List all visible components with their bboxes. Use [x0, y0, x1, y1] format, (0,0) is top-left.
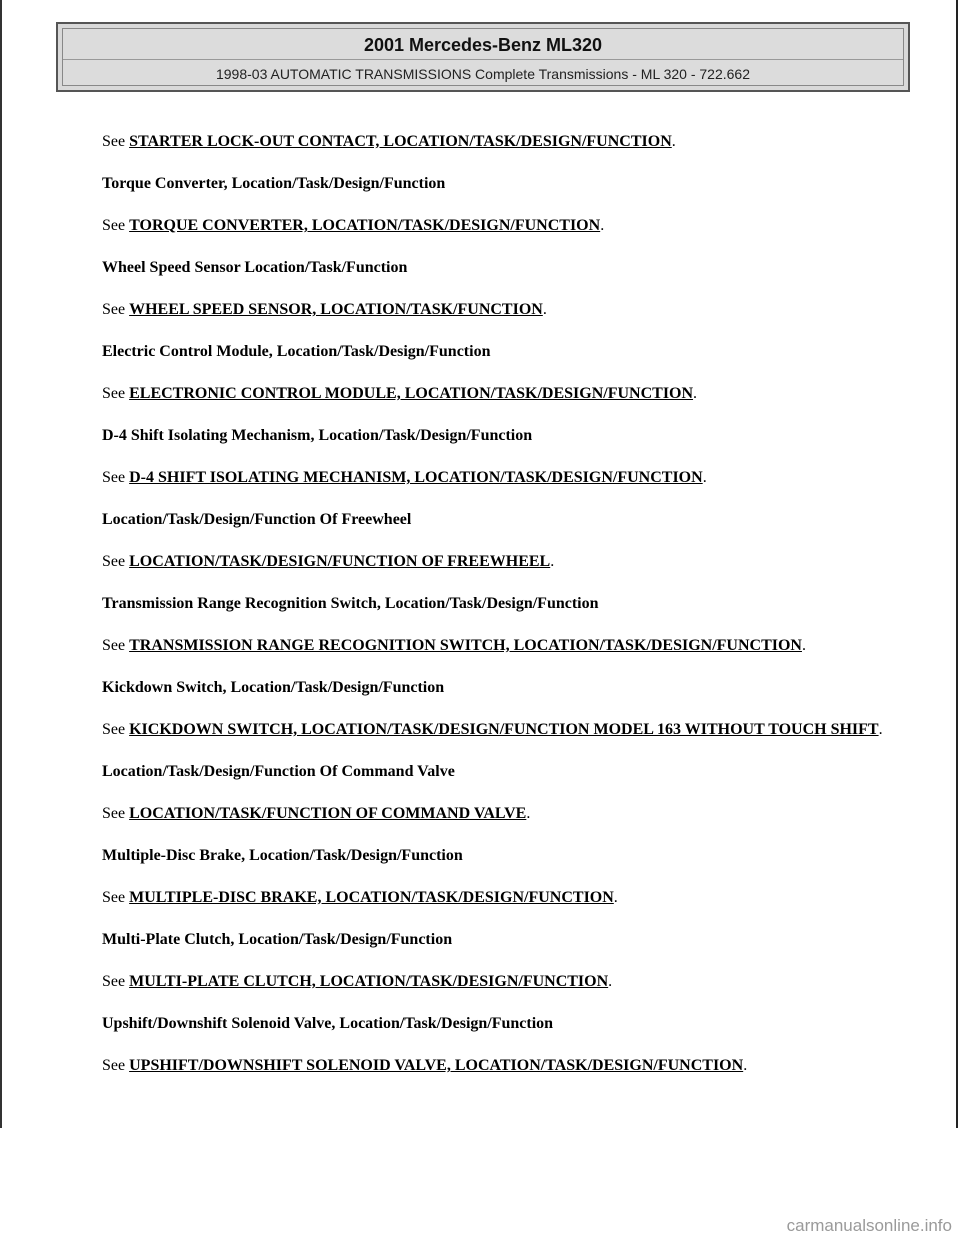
paragraph-spacer	[102, 152, 902, 174]
see-reference	[102, 132, 902, 152]
section-heading: Multiple-Disc Brake, Location/Task/Design/Function	[102, 847, 463, 864]
reference-link[interactable]: KICKDOWN SWITCH, LOCATION/TASK/DESIGN/FUNCTION MODEL 163 WITHOUT TOUCH SHIFT	[129, 721, 879, 738]
section-heading: Multi-Plate Clutch, Location/Task/Design/Function	[102, 931, 453, 948]
header-title: 2001 Mercedes-Benz ML320	[363, 35, 603, 55]
section-heading: Location/Task/Design/Function Of Command Valve	[102, 763, 455, 780]
see-reference	[102, 888, 902, 908]
section-heading: D-4 Shift Isolating Mechanism, Location/Task/Design/Function	[102, 427, 533, 444]
see-reference	[102, 300, 902, 320]
section-heading: Kickdown Switch, Location/Task/Design/Function	[102, 679, 445, 696]
see-prefix: See	[102, 637, 126, 654]
document-body	[102, 132, 902, 1076]
see-reference	[102, 804, 902, 824]
paragraph-spacer	[102, 698, 902, 720]
see-reference	[102, 720, 902, 740]
section-heading: Torque Converter, Location/Task/Design/Function	[102, 175, 446, 192]
paragraph-spacer	[102, 530, 902, 552]
see-reference	[102, 384, 902, 404]
header-divider	[63, 59, 903, 60]
paragraph-spacer	[102, 866, 902, 888]
reference-link[interactable]: LOCATION/TASK/DESIGN/FUNCTION OF FREEWHEEL	[129, 553, 551, 570]
reference-period: .	[600, 217, 605, 234]
reference-period: .	[608, 973, 613, 990]
paragraph-spacer	[102, 614, 902, 636]
reference-period: .	[550, 553, 555, 570]
paragraph-spacer	[102, 572, 902, 594]
section-heading: Transmission Range Recognition Switch, Location/Task/Design/Function	[102, 595, 599, 612]
paragraph-spacer	[102, 404, 902, 426]
reference-period: .	[878, 721, 883, 738]
paragraph-spacer	[102, 488, 902, 510]
reference-period: .	[542, 301, 547, 318]
paragraph-spacer	[102, 1034, 902, 1056]
paragraph-spacer	[102, 278, 902, 300]
paragraph-spacer	[102, 656, 902, 678]
reference-link[interactable]: D-4 SHIFT ISOLATING MECHANISM, LOCATION/TASK/DESIGN/FUNCTION	[129, 469, 703, 486]
see-reference	[102, 1056, 902, 1076]
paragraph-spacer	[102, 362, 902, 384]
reference-period: .	[671, 133, 676, 150]
reference-link[interactable]: UPSHIFT/DOWNSHIFT SOLENOID VALVE, LOCATION/TASK/DESIGN/FUNCTION	[129, 1057, 744, 1074]
paragraph-spacer	[102, 194, 902, 216]
reference-period: .	[743, 1057, 748, 1074]
reference-period: .	[702, 469, 707, 486]
reference-link[interactable]: MULTI-PLATE CLUTCH, LOCATION/TASK/DESIGN/FUNCTION	[129, 973, 609, 990]
paragraph-spacer	[102, 446, 902, 468]
paragraph-spacer	[102, 236, 902, 258]
reference-link[interactable]: TORQUE CONVERTER, LOCATION/TASK/DESIGN/FUNCTION	[129, 217, 601, 234]
reference-link[interactable]: LOCATION/TASK/FUNCTION OF COMMAND VALVE	[129, 805, 527, 822]
section-heading: Location/Task/Design/Function Of Freewheel	[102, 511, 412, 528]
see-prefix: See	[102, 385, 126, 402]
see-prefix: See	[102, 469, 126, 486]
section-heading: Wheel Speed Sensor Location/Task/Function	[102, 259, 408, 276]
document-header	[56, 22, 910, 92]
header-inner-box	[62, 28, 904, 86]
paragraph-spacer	[102, 992, 902, 1014]
reference-period: .	[526, 805, 531, 822]
paragraph-spacer	[102, 950, 902, 972]
see-prefix: See	[102, 553, 126, 570]
paragraph-spacer	[102, 908, 902, 930]
see-prefix: See	[102, 217, 126, 234]
see-prefix: See	[102, 1057, 126, 1074]
see-reference	[102, 468, 902, 488]
paragraph-spacer	[102, 740, 902, 762]
see-reference	[102, 216, 902, 236]
reference-link[interactable]: TRANSMISSION RANGE RECOGNITION SWITCH, LOCATION/TASK/DESIGN/FUNCTION	[129, 637, 802, 654]
see-prefix: See	[102, 301, 126, 318]
paragraph-spacer	[102, 320, 902, 342]
see-reference	[102, 552, 902, 572]
reference-link[interactable]: MULTIPLE-DISC BRAKE, LOCATION/TASK/DESIGN/FUNCTION	[129, 889, 614, 906]
reference-period: .	[613, 889, 618, 906]
see-reference	[102, 636, 902, 656]
reference-period: .	[801, 637, 806, 654]
see-prefix: See	[102, 889, 126, 906]
entry-list	[102, 152, 902, 1076]
reference-link[interactable]: STARTER LOCK-OUT CONTACT, LOCATION/TASK/DESIGN/FUNCTION	[129, 133, 672, 150]
see-reference	[102, 972, 902, 992]
watermark-text: carmanualsonline.info	[786, 1216, 952, 1235]
see-prefix: See	[102, 973, 126, 990]
see-prefix: See	[102, 133, 126, 150]
section-heading: Upshift/Downshift Solenoid Valve, Location/Task/Design/Function	[102, 1015, 554, 1032]
reference-link[interactable]: WHEEL SPEED SENSOR, LOCATION/TASK/FUNCTION	[129, 301, 543, 318]
see-prefix: See	[102, 721, 126, 738]
section-heading: Electric Control Module, Location/Task/Design/Function	[102, 343, 491, 360]
see-prefix: See	[102, 805, 126, 822]
reference-link[interactable]: ELECTRONIC CONTROL MODULE, LOCATION/TASK/DESIGN/FUNCTION	[129, 385, 694, 402]
paragraph-spacer	[102, 782, 902, 804]
reference-period: .	[693, 385, 698, 402]
paragraph-spacer	[102, 824, 902, 846]
header-subtitle: 1998-03 AUTOMATIC TRANSMISSIONS Complete Transmissions - ML 320 - 722.662	[215, 66, 751, 82]
